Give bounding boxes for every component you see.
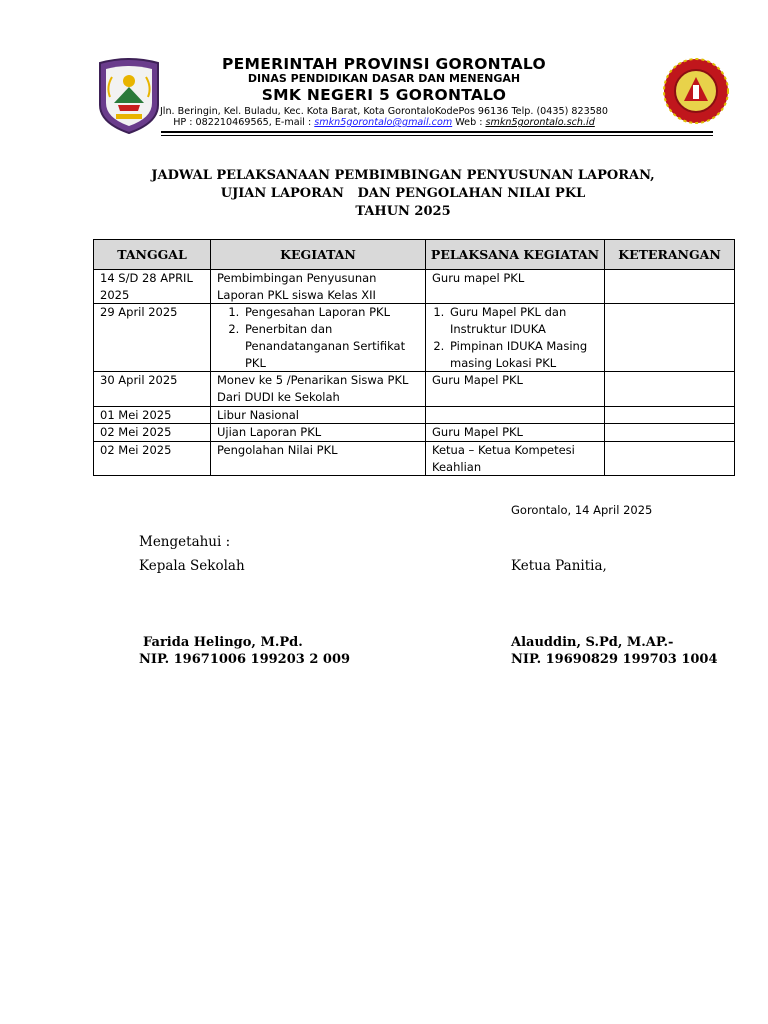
table-row <box>94 442 735 476</box>
left-signer-name: Farida Helingo, M.Pd. <box>143 635 303 650</box>
letterhead-address: Jln. Beringin, Kel. Buladu, Kec. Kota Barat, Kota GorontaloKodePos 96136 Telp. (0435) 823580 <box>159 106 609 117</box>
header-kegiatan: KEGIATAN <box>211 240 426 270</box>
right-signer-role: Ketua Panitia, <box>511 558 607 574</box>
list-item: 2. Pimpinan IDUKA Masing masing Lokasi PKL <box>448 338 600 371</box>
cell-kegiatan: Monev ke 5 /Penarikan Siswa PKL Dari DUDI ke Sekolah <box>211 372 426 406</box>
web-link[interactable]: smkn5gorontalo.sch.id <box>485 117 595 128</box>
cell-pelaksana: Ketua – Ketua Kompetesi Keahlian <box>426 442 605 476</box>
table-row <box>94 372 735 406</box>
email-link[interactable]: smkn5gorontalo@gmail.com <box>314 117 453 128</box>
kegiatan-list <box>217 304 421 371</box>
place-date: Gorontalo, 14 April 2025 <box>511 503 653 517</box>
left-signer-role: Kepala Sekolah <box>139 558 245 574</box>
cell-tanggal: 02 Mei 2025 <box>94 442 211 476</box>
cell-tanggal: 30 April 2025 <box>94 372 211 406</box>
header-pelaksana: PELAKSANA KEGIATAN <box>426 240 605 270</box>
pelaksana-list <box>432 304 600 371</box>
table-row <box>94 406 735 424</box>
schedule-table <box>93 239 735 476</box>
letterhead-divider-thick <box>161 131 713 133</box>
right-signer-name: Alauddin, S.Pd, M.AP.- <box>511 635 674 650</box>
cell-kegiatan <box>211 304 426 372</box>
cell-kegiatan: Pembimbingan Penyusunan Laporan PKL siswa Kelas XII <box>211 270 426 304</box>
cell-keterangan <box>605 424 735 442</box>
cell-kegiatan: Pengolahan Nilai PKL <box>211 442 426 476</box>
cell-tanggal: 01 Mei 2025 <box>94 406 211 424</box>
document-title-line2: UJIAN LAPORAN DAN PENGOLAHAN NILAI PKL <box>220 186 586 201</box>
list-item: 1. Pengesahan Laporan PKL <box>243 304 421 321</box>
letterhead-divider-thin <box>161 135 713 136</box>
table-row <box>94 304 735 372</box>
cell-keterangan <box>605 304 735 372</box>
letterhead-school-name: SMK NEGERI 5 GORONTALO <box>261 86 507 104</box>
document-title-line3: TAHUN 2025 <box>355 204 451 219</box>
header-tanggal: TANGGAL <box>94 240 211 270</box>
cell-kegiatan: Ujian Laporan PKL <box>211 424 426 442</box>
cell-tanggal: 14 S/D 28 APRIL 2025 <box>94 270 211 304</box>
contact-phone: HP : 082210469565, E-mail : <box>173 117 315 128</box>
cell-tanggal: 02 Mei 2025 <box>94 424 211 442</box>
letterhead-contact <box>0 117 768 128</box>
cell-keterangan <box>605 372 735 406</box>
cell-kegiatan: Libur Nasional <box>211 406 426 424</box>
header-keterangan: KETERANGAN <box>605 240 735 270</box>
cell-tanggal: 29 April 2025 <box>94 304 211 372</box>
cell-pelaksana: Guru mapel PKL <box>426 270 605 304</box>
letterhead-government: PEMERINTAH PROVINSI GORONTALO <box>221 55 547 73</box>
table-row <box>94 424 735 442</box>
cell-keterangan <box>605 406 735 424</box>
cell-pelaksana <box>426 406 605 424</box>
web-label: Web : <box>452 117 486 128</box>
table-header-row <box>94 240 735 270</box>
cell-keterangan <box>605 442 735 476</box>
cell-pelaksana <box>426 304 605 372</box>
list-item: 1. Guru Mapel PKL dan Instruktur IDUKA <box>448 304 600 337</box>
cell-pelaksana: Guru Mapel PKL <box>426 424 605 442</box>
letterhead-department: DINAS PENDIDIKAN DASAR DAN MENENGAH <box>247 72 521 85</box>
cell-pelaksana: Guru Mapel PKL <box>426 372 605 406</box>
list-item: 2. Penerbitan dan Penandatanganan Sertifikat PKL <box>243 321 421 371</box>
document-title-line1: JADWAL PELAKSANAAN PEMBIMBINGAN PENYUSUNAN LAPORAN, <box>151 168 655 183</box>
right-signer-nip: NIP. 19690829 199703 1004 <box>511 652 718 667</box>
table-row <box>94 270 735 304</box>
cell-keterangan <box>605 270 735 304</box>
acknowledge-label: Mengetahui : <box>139 534 231 550</box>
left-signer-nip: NIP. 19671006 199203 2 009 <box>139 652 351 667</box>
